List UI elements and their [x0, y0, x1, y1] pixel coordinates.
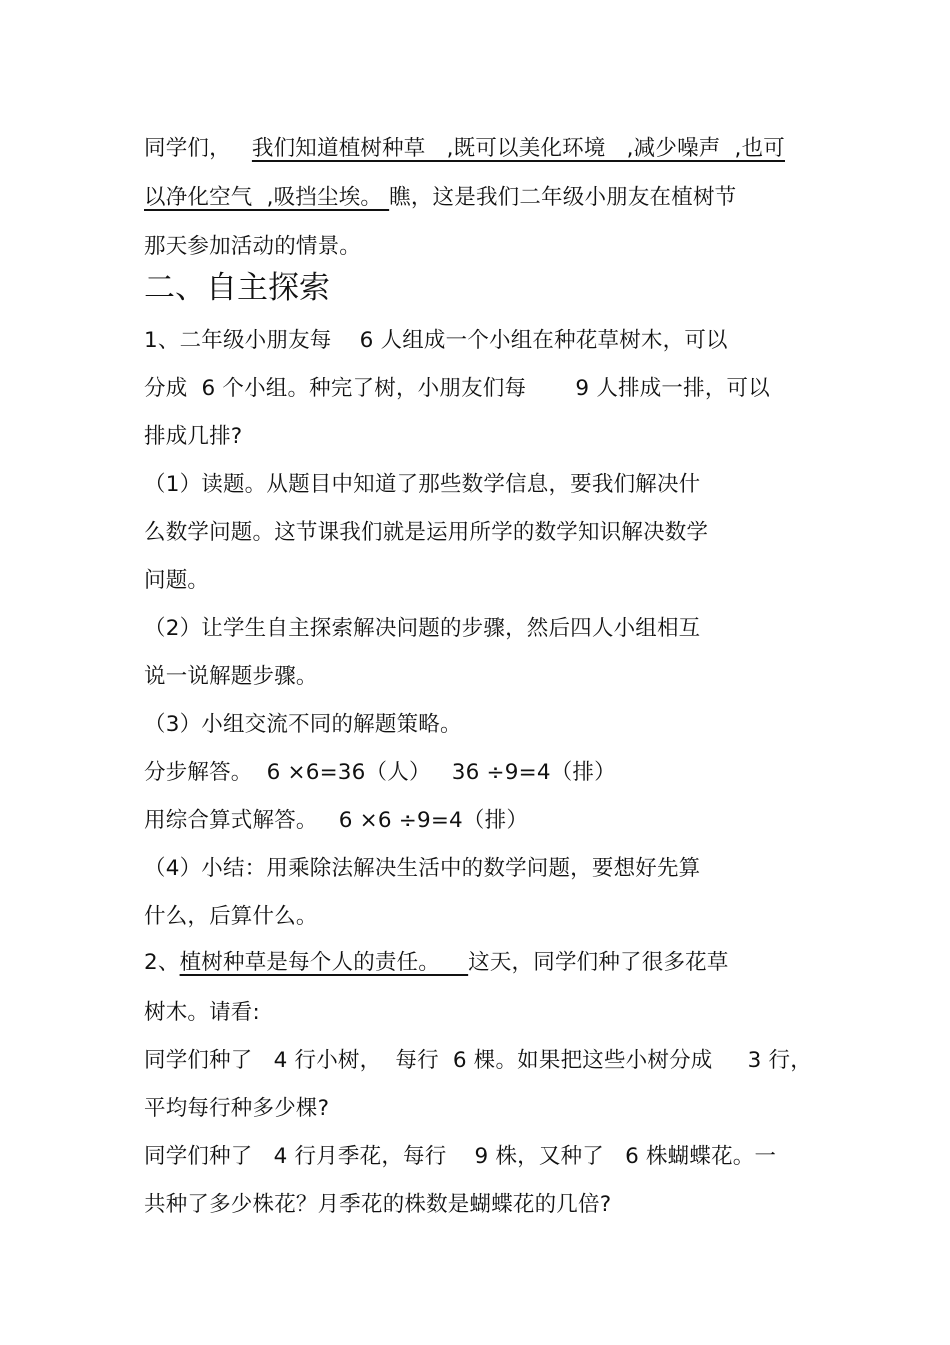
problem-2-line-1: 同学们种了 4 行月季花，每行 9 株，又种了 6 株蝴蝶花。一: [144, 1144, 777, 1169]
step-answer: 分步解答。 6 ×6=36（人） 36 ÷9=4（排）: [144, 760, 616, 785]
question-1-line-1: 1、二年级小朋友每 6 人组成一个小组在种花草树木，可以: [144, 328, 728, 353]
problem-1-line-1: 同学们种了 4 行小树， 每行 6 棵。如果把这些小树分成 3 行，: [144, 1048, 812, 1073]
intro-line-1: [144, 134, 785, 164]
step-1-line-1: （1）读题。从题目中知道了那些数学信息，要我们解决什: [144, 472, 701, 497]
section-title: 二、自主探索: [144, 270, 330, 306]
intro-underlined-text-1: 我们知道植树种草 ,既可以美化环境 ,减少噪声 ,也可: [251, 136, 785, 161]
question-2-line-2: 树木。请看:: [144, 1000, 260, 1025]
question-2-number: 2、: [144, 950, 180, 975]
question-1-line-2: 分成 6 个小组。种完了树，小朋友们每 9 人排成一排，可以: [144, 376, 770, 401]
problem-1-line-2: 平均每行种多少棵?: [144, 1096, 330, 1121]
question-2-underlined-text: 植树种草是每个人的责任。: [179, 950, 469, 975]
intro-text-2: 瞧，这是我们二年级小朋友在植树节: [389, 185, 737, 210]
intro-line-3: 那天参加活动的情景。: [144, 234, 362, 259]
intro-greeting: 同学们，: [144, 136, 252, 161]
question-1-line-3: 排成几排?: [144, 424, 243, 449]
summary-line-1: （4）小结：用乘除法解决生活中的数学问题，要想好先算: [144, 856, 701, 881]
intro-underlined-text-2: 以净化空气 ,吸挡尘埃。: [144, 185, 390, 210]
problem-2-line-2: 共种了多少株花？月季花的株数是蝴蝶花的几倍?: [144, 1192, 612, 1217]
step-2-line-2: 说一说解题步骤。: [144, 664, 318, 689]
combined-answer: 用综合算式解答。 6 ×6 ÷9=4（排）: [144, 808, 529, 833]
question-2-line-1: [144, 948, 729, 978]
intro-line-2: [144, 183, 736, 213]
step-2-line-1: （2）让学生自主探索解决问题的步骤，然后四人小组相互: [144, 616, 701, 641]
step-1-line-2: 么数学问题。这节课我们就是运用所学的数学知识解决数学: [144, 520, 709, 545]
step-1-line-3: 问题。: [144, 568, 210, 593]
question-2-text: 这天，同学们种了很多花草: [468, 950, 729, 975]
summary-line-2: 什么，后算什么。: [144, 904, 318, 929]
step-3: （3）小组交流不同的解题策略。: [144, 712, 462, 737]
